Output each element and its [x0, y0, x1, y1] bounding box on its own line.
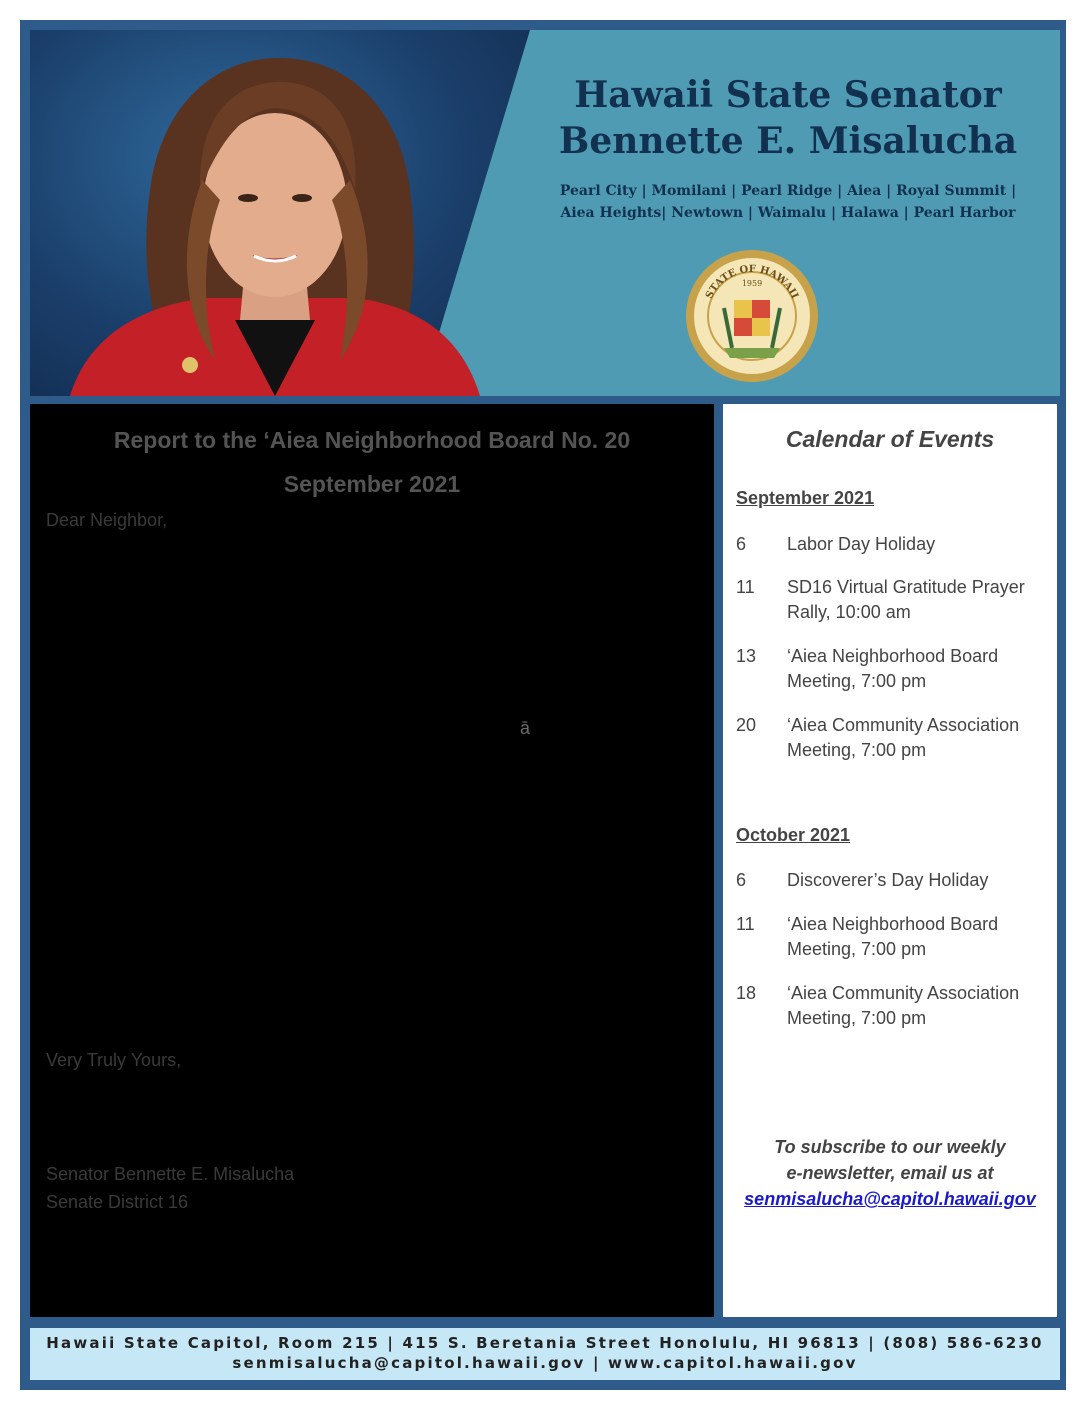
signature: [46, 1160, 294, 1216]
event-day: 6: [736, 870, 747, 890]
subscribe-email-link[interactable]: senmisalucha@capitol.hawaii.gov: [744, 1189, 1036, 1209]
month-heading-october: October 2021: [736, 825, 851, 845]
event-description: Discoverer’s Day Holiday: [787, 870, 989, 890]
closing: Very Truly Yours,: [46, 1050, 182, 1070]
signature-district: Senate District 16: [46, 1192, 189, 1212]
senator-portrait: [30, 30, 530, 396]
greeting: Dear Neighbor,: [46, 510, 168, 530]
event-description: ‘Aiea Community Association Meeting, 7:00 pm: [787, 983, 1020, 1028]
areas-line-1: Pearl City | Momilani | Pearl Ridge | Aiea | Royal Summit |: [559, 183, 1017, 199]
footer-address: Hawaii State Capitol, Room 215 | 415 S. Beretania Street Honolulu, HI 96813 | (808) 586-6230: [46, 1334, 1044, 1352]
event-day: 13: [736, 646, 757, 666]
event-day: 11: [736, 577, 755, 597]
senator-title: [518, 72, 1058, 164]
event-day: 6: [736, 534, 747, 554]
event-day: 11: [736, 914, 755, 934]
calendar-title: Calendar of Events: [785, 426, 995, 452]
title-line-2: Bennette E. Misalucha: [558, 120, 1018, 162]
state-seal-icon: [684, 248, 820, 384]
signature-name: Senator Bennette E. Misalucha: [46, 1164, 295, 1184]
seal-text: STATE OF HAWAII: [704, 263, 800, 301]
calendar-of-events: [723, 404, 1057, 1317]
title-line-1: Hawaii State Senator: [574, 74, 1002, 116]
event-description: ‘Aiea Neighborhood Board Meeting, 7:00 pm: [787, 646, 999, 691]
stray-character: ā: [520, 718, 531, 738]
report-title-line-2: September 2021: [283, 471, 461, 497]
month-heading-september: September 2021: [736, 488, 875, 508]
district-areas: [518, 180, 1058, 224]
report-title-line-1: Report to the ‘Aiea Neighborhood Board No. 20: [113, 427, 631, 453]
subscribe-line-1: To subscribe to our weekly: [774, 1137, 1006, 1157]
subscribe-note: [723, 1134, 1057, 1212]
event-description: Labor Day Holiday: [787, 534, 936, 554]
header-banner: [30, 30, 1060, 396]
footer-contact: [30, 1328, 1060, 1380]
areas-line-2: Aiea Heights| Newtown | Waimalu | Halawa | Pearl Harbor: [560, 205, 1016, 221]
report-letter: [30, 404, 714, 1317]
report-title: [30, 418, 714, 506]
event-description: ‘Aiea Neighborhood Board Meeting, 7:00 pm: [787, 914, 999, 959]
footer-web: senmisalucha@capitol.hawaii.gov | www.capitol.hawaii.gov: [232, 1354, 858, 1372]
event-description: SD16 Virtual Gratitude Prayer Rally, 10:00 am: [787, 577, 1025, 622]
subscribe-line-2: e-newsletter, email us at: [786, 1163, 994, 1183]
event-day: 20: [736, 715, 757, 735]
event-description: ‘Aiea Community Association Meeting, 7:00 pm: [787, 715, 1020, 760]
event-day: 18: [736, 983, 757, 1003]
seal-year: 1959: [741, 279, 763, 288]
